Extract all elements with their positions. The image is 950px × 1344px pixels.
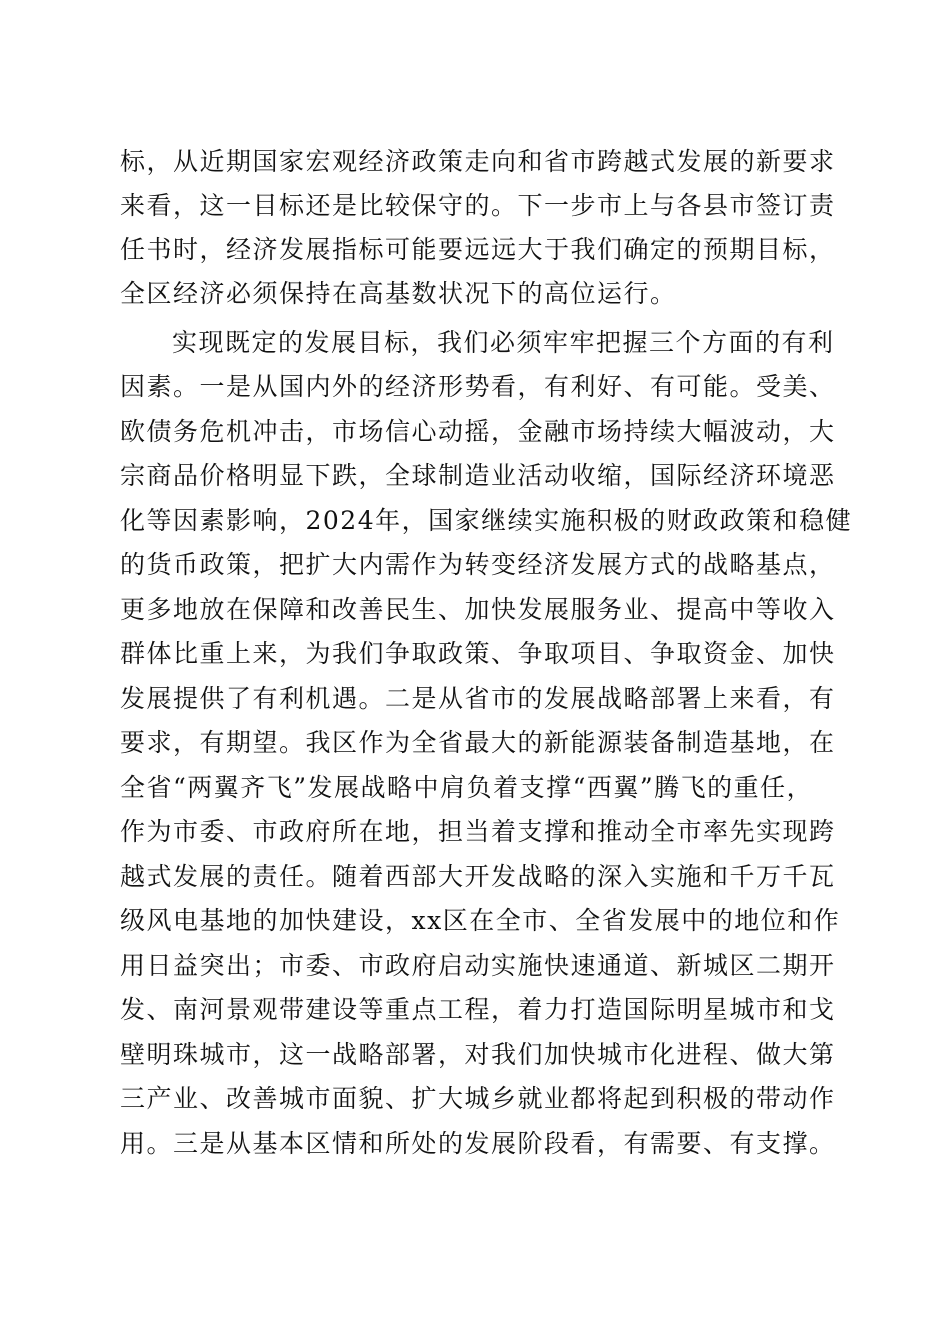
text-line: 要求，有期望。我区作为全省最大的新能源装备制造基地，在 xyxy=(120,728,836,757)
text-line: 任书时，经济发展指标可能要远远大于我们确定的预期目标， xyxy=(120,235,836,264)
text-line: 更多地放在保障和改善民生、加快发展服务业、提高中等收入 xyxy=(120,595,836,624)
text-line: 三产业、改善城市面貌、扩大城乡就业都将起到积极的带动作 xyxy=(120,1084,836,1113)
text-line: 作为市委、市政府所在地，担当着支撑和推动全市率先实现跨 xyxy=(120,817,836,846)
text-line: 发展提供了有利机遇。二是从省市的发展战略部署上来看，有 xyxy=(120,684,836,713)
text-line: 全区经济必须保持在高基数状况下的高位运行。 xyxy=(120,279,677,308)
text-line: 宗商品价格明显下跌，全球制造业活动收缩，国际经济环境恶 xyxy=(120,461,836,490)
text-line: 用。三是从基本区情和所处的发展阶段看，有需要、有支撑。 xyxy=(120,1129,836,1158)
text-line: 标，从近期国家宏观经济政策走向和省市跨越式发展的新要求 xyxy=(120,147,836,176)
text-line: 群体比重上来，为我们争取政策、争取项目、争取资金、加快 xyxy=(120,639,836,668)
text-line: 全省“两翼齐飞”发展战略中肩负着支撑“西翼”腾飞的重任， xyxy=(120,773,814,802)
text-line: 化等因素影响，2024年，国家继续实施积极的财政政策和稳健 xyxy=(120,506,853,535)
text-line: 因素。一是从国内外的经济形势看，有利好、有可能。受美、 xyxy=(120,372,836,401)
text-line: 越式发展的责任。随着西部大开发战略的深入实施和千万千瓦 xyxy=(120,862,836,891)
text-line: 发、南河景观带建设等重点工程，着力打造国际明星城市和戈 xyxy=(120,995,836,1024)
text-line: 来看，这一目标还是比较保守的。下一步市上与各县市签订责 xyxy=(120,191,836,220)
text-line: 级风电基地的加快建设，xx区在全市、全省发展中的地位和作 xyxy=(120,906,841,935)
text-line: 用日益突出；市委、市政府启动实施快速通道、新城区二期开 xyxy=(120,951,836,980)
text-line: 欧债务危机冲击，市场信心动摇，金融市场持续大幅波动，大 xyxy=(120,417,836,446)
paragraph-first-line: 实现既定的发展目标，我们必须牢牢把握三个方面的有利 xyxy=(172,328,835,357)
text-line: 壁明珠城市，这一战略部署，对我们加快城市化进程、做大第 xyxy=(120,1040,836,1069)
text-line: 的货币政策，把扩大内需作为转变经济发展方式的战略基点， xyxy=(120,550,836,579)
